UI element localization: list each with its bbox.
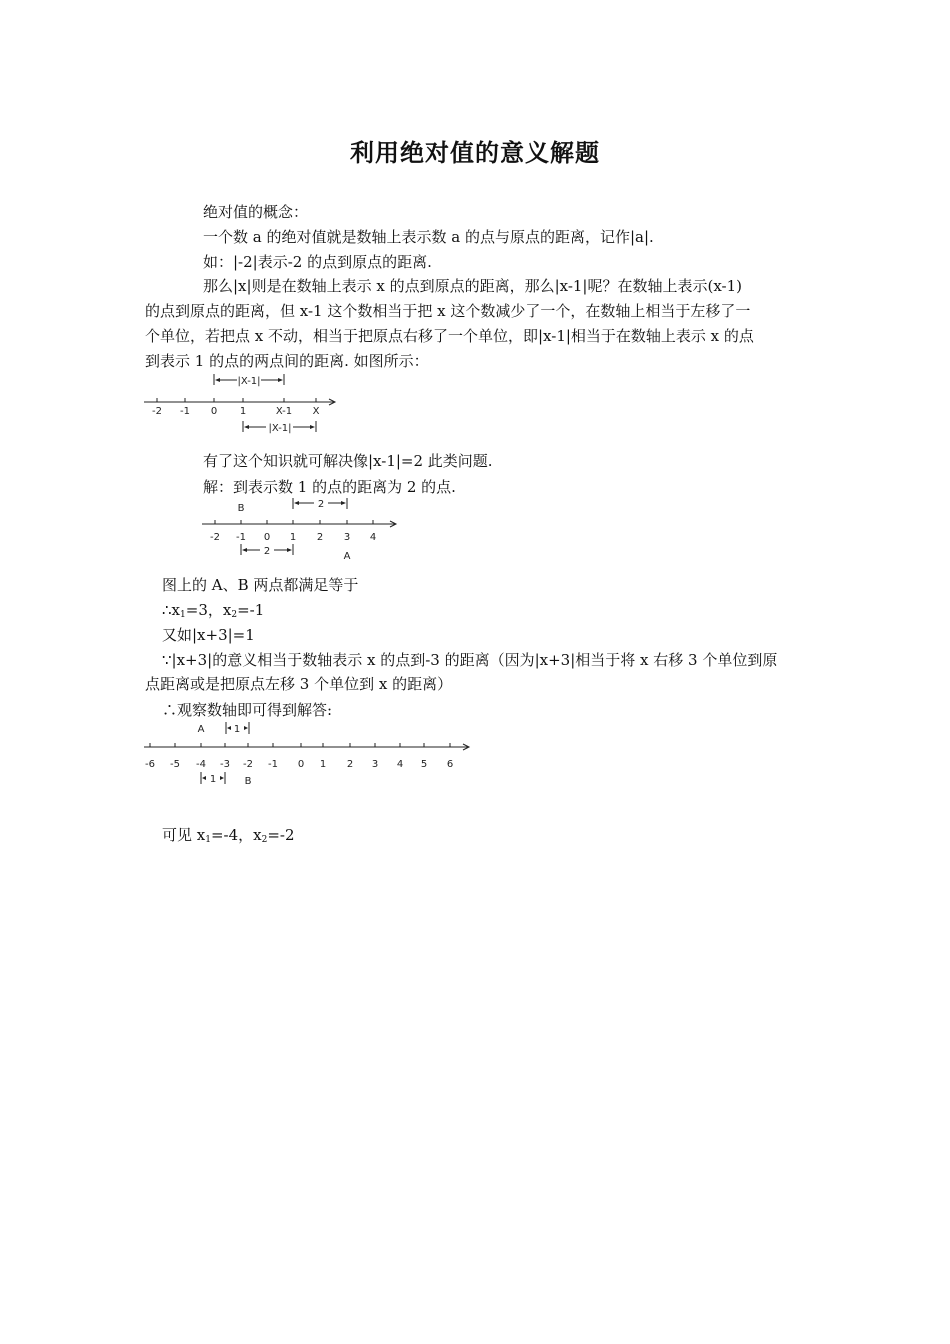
- subscript-2: 2: [231, 610, 238, 620]
- number-line-figure-3: [140, 718, 476, 790]
- paragraph-line-1: 那么|x|则是在数轴上表示 x 的点到原点的距离，那么|x-1|呢？在数轴上表示(x-1): [203, 277, 742, 295]
- number-line-figure-2: [200, 495, 402, 563]
- subscript-2: 2: [261, 835, 268, 845]
- fig3-tick-label: -5: [170, 759, 180, 770]
- another-example-line: 又如|x+3|=1: [162, 626, 255, 644]
- fig2-top-distance-label: 2: [317, 499, 325, 510]
- example-line: 如：|-2|表示-2 的点到原点的距离.: [203, 253, 432, 271]
- fig1-bottom-bracket-label: |X-1|: [268, 423, 292, 434]
- fig3-tick-label: 2: [346, 759, 354, 770]
- fig3-tick-label: -4: [196, 759, 206, 770]
- fig1-top-bracket-label: |X-1|: [237, 376, 261, 387]
- subscript-1: 1: [180, 610, 186, 620]
- fig3-tick-label: 3: [371, 759, 379, 770]
- fig1-tick-label: X-1: [275, 406, 293, 417]
- paragraph-line-3: 个单位，若把点 x 不动，相当于把原点右移了一个单位，即|x-1|相当于在数轴上表示 x 的点: [145, 327, 754, 345]
- fig3-tick-label: 1: [319, 759, 327, 770]
- number-line-figure-1: [142, 371, 342, 435]
- fig3-tick-label: 0: [297, 759, 305, 770]
- fig3-tick-label: 6: [446, 759, 454, 770]
- fig1-tick-label: -1: [180, 406, 190, 417]
- solution-line: 解：到表示数 1 的点的距离为 2 的点.: [203, 478, 456, 496]
- fig1-tick-label: -2: [152, 406, 162, 417]
- fig2-tick-label: -2: [210, 532, 220, 543]
- fig2-tick-label: 1: [289, 532, 297, 543]
- result1-prefix: ∴x: [162, 601, 181, 619]
- fig3-tick-label: 4: [396, 759, 404, 770]
- fig3-tick-label: -1: [268, 759, 278, 770]
- fig1-tick-label: 0: [210, 406, 218, 417]
- fig3-point-a-label: A: [197, 724, 205, 735]
- fig3-tick-label: 5: [420, 759, 428, 770]
- fig3-tick-label: -6: [145, 759, 155, 770]
- fig2-tick-label: -1: [236, 532, 246, 543]
- result2-mid: =-4，x: [210, 826, 262, 844]
- observe-line: ∴观察数轴即可得到解答:: [162, 701, 333, 719]
- result2-prefix: 可见 x: [162, 826, 206, 844]
- fig3-top-distance-label: 1: [233, 724, 241, 735]
- fig3-point-b-label: B: [244, 776, 252, 787]
- result2-end: =-2: [267, 826, 295, 844]
- result-line-2: [162, 823, 295, 852]
- definition-line: 一个数 a 的绝对值就是数轴上表示数 a 的点与原点的距离，记作|a|.: [203, 228, 654, 246]
- subscript-1: 1: [205, 835, 211, 845]
- fig3-tick-label: -2: [243, 759, 253, 770]
- fig2-point-a-label: A: [343, 551, 351, 562]
- fig3-bottom-distance-label: 1: [209, 774, 217, 785]
- fig2-tick-label: 0: [263, 532, 271, 543]
- both-satisfy-line: 图上的 A、B 两点都满足等于: [162, 576, 359, 594]
- because-line-2: 点距离或是把原点左移 3 个单位到 x 的距离）: [145, 675, 453, 693]
- result1-end: =-1: [237, 601, 265, 619]
- because-line-1: ∵|x+3|的意义相当于数轴表示 x 的点到-3 的距离（因为|x+3|相当于将 x 右移 3 个单位到原: [162, 651, 778, 669]
- fig2-tick-label: 2: [316, 532, 324, 543]
- page-title: 利用绝对值的意义解题: [350, 139, 600, 167]
- fig3-tick-label: -3: [220, 759, 230, 770]
- knowledge-line: 有了这个知识就可解决像|x-1|=2 此类问题.: [203, 452, 493, 470]
- fig1-tick-label: X: [312, 406, 320, 417]
- concept-heading: 绝对值的概念：: [203, 203, 309, 221]
- result1-mid: =3，x: [185, 601, 232, 619]
- fig1-tick-label: 1: [239, 406, 247, 417]
- fig2-point-b-label: B: [237, 503, 245, 514]
- fig2-bottom-distance-label: 2: [263, 546, 271, 557]
- paragraph-line-2: 的点到原点的距离，但 x-1 这个数相当于把 x 这个数减少了一个，在数轴上相当于左移了一: [145, 302, 751, 320]
- paragraph-line-4: 到表示 1 的点的两点间的距离. 如图所示：: [145, 352, 429, 370]
- fig2-tick-label: 3: [343, 532, 351, 543]
- fig2-tick-label: 4: [369, 532, 377, 543]
